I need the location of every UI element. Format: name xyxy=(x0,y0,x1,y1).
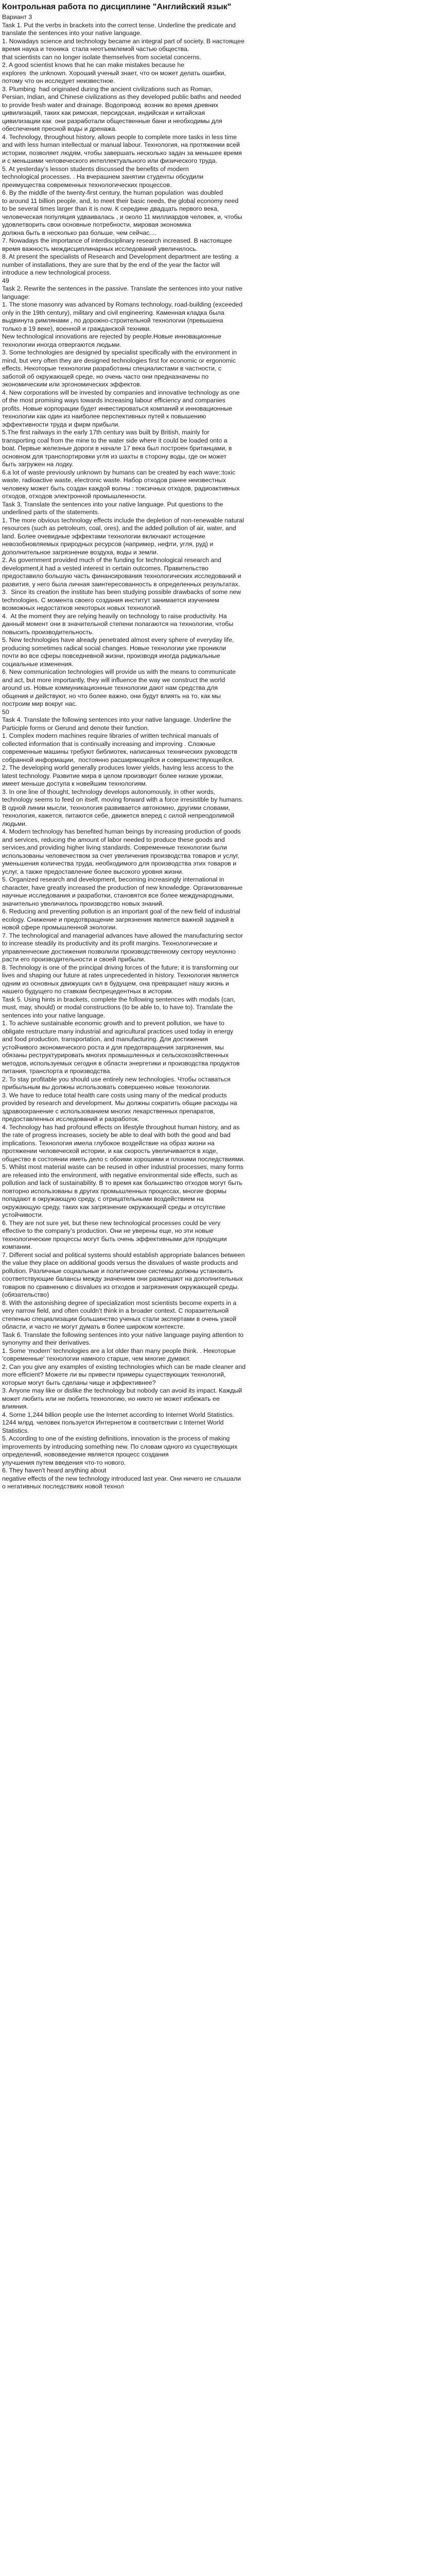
document-line: технологические процессы могут быть очень эффективными для продукции xyxy=(2,1235,227,1243)
document-line: 1. The stone masonry was advanced by Romans technology, road-building (exceeded xyxy=(2,301,243,308)
document-line: и с меньшими человеческого интеллектуального или физического труда. xyxy=(2,157,217,164)
document-line: о негативных последствиях новой технол xyxy=(2,1483,124,1490)
document-line: собранной информации, постоянно расширяющейся и совершенствующейся. xyxy=(2,756,234,764)
document-line: значительно увеличилось производство новых знаний. xyxy=(2,900,164,907)
document-line: technological processes. . На вчерашнем занятии студенты обсудили xyxy=(2,173,204,180)
document-line: преимущества современных технологических процессов. xyxy=(2,181,172,189)
document-line: области, и часто не могут думать в более широком контексте. xyxy=(2,1323,185,1330)
document-line: 5. New technologies have already penetrated almost every sphere of everyday life, xyxy=(2,636,234,643)
document-line: технологии как один из наиболее перспективных путей к повышению xyxy=(2,413,206,420)
document-line: to around 11 billion people, and, to meet their basic needs, the global economy need xyxy=(2,197,239,205)
document-line: протяжении человеческой истории, и как скорость увеличивается в ходе, xyxy=(2,1147,218,1155)
document-line: истории, позволяет людям, чтобы завершать несколько задач за меньшее время xyxy=(2,149,242,157)
document-line: влияния. xyxy=(2,1403,28,1410)
document-line: питания, транспорта и производства. xyxy=(2,1067,112,1075)
document-line: ecology. Снижение и предотвращение загрязнения является важной задачей в xyxy=(2,916,234,923)
document-line: sentences into your native language. xyxy=(2,1011,106,1019)
document-line: only in the 19th century), military and civil engineering. Каменная кладка была xyxy=(2,309,224,316)
document-line: mind, but very often they are designed technologies first for economic or ergonomic xyxy=(2,357,236,364)
document-line: number of installations, they are sure that by the end of the year the factor will xyxy=(2,261,220,268)
document-line: Persian, Indian, and Chinese civilizations as they developed public baths and needed xyxy=(2,93,241,100)
document-line: Statistics. xyxy=(2,1427,29,1434)
document-line: предоставленных исследований и разработок. xyxy=(2,1115,139,1123)
document-line: управленческие достижения позволили производственному сектору неуклонно xyxy=(2,947,236,955)
document-line: pollution and lack of sustainability. В то время как большинство отходов могут быть xyxy=(2,1179,242,1187)
document-line: Task 5. Using hints in brackets, complete the following sentences with modals (can, xyxy=(2,995,236,1003)
document-line: соответствующие балансы между значением они размещают на дополнительных xyxy=(2,1275,243,1282)
document-line: resources (such as petroleum, coal, ores), and the added pollution of air, water, and xyxy=(2,524,236,532)
document-line: and act, but more importantly, they will influence the way we construct the world xyxy=(2,676,225,684)
document-line: pollution. Различные социальные и политические системы должны установить xyxy=(2,1267,233,1275)
document-line: 8. At present the specialists of Research and Development department are testing a xyxy=(2,253,239,260)
document-line: 1. The more obvious technology effects include the depletion of non-renewable natural xyxy=(2,516,244,524)
document-line: underlined parts of the statements. xyxy=(2,509,100,516)
document-line: время важность междисциплинарных исследований увеличилось. xyxy=(2,245,198,252)
document-line: 3. Plumbing had originated during the ancient civilizations such as Roman, xyxy=(2,85,213,93)
document-line: 1. Nowadays science and technology became an integral part of society. В настоящее xyxy=(2,37,245,45)
document-line: развития, у него была личная заинтересованность в определенных результатах. xyxy=(2,580,240,588)
document-line: New technological innovations are rejected by people.Новые инновационные xyxy=(2,333,221,340)
document-line: obligate restructure many industrial and agricultural practices used today in energy xyxy=(2,1027,234,1035)
document-line: эффективности труда и фирм прибыли. xyxy=(2,420,120,428)
document-line: цивилизаций, таких как римская, персидская, индийская и китайская xyxy=(2,109,205,116)
document-line: profits. Новые корпорации будет инвестироваться компаний и инновационные xyxy=(2,404,232,412)
document-line: lives and shaping our future at rates unprecedented in history. Технология является xyxy=(2,972,239,979)
document-line: расти его производительности и своей прибыли. xyxy=(2,956,146,963)
document-line: данный момент они в значительной степени полагаются на технологии, чтобы xyxy=(2,620,234,628)
document-line: 6. Reducing and preventing pollution is an important goal of the new field of industrial xyxy=(2,908,240,915)
document-line: producing sometimes radical social changes. Новые технологии уже проникли xyxy=(2,644,226,652)
document-line: 1244 млрд. человек пользуется Интернетом в соответствии с Internet World xyxy=(2,1419,224,1426)
document-line: 4. Some 1,244 billion people use the Internet according to Internet World Statistics. xyxy=(2,1411,234,1418)
document-line: 6. They are not sure yet, but these new technological processes could be very xyxy=(2,1219,221,1227)
document-line: основном для транспортировки угля из шахты в сторону воды, где он может xyxy=(2,452,227,460)
document-line: to provide fresh water and drainage. Водопровод возник во время древних xyxy=(2,101,219,109)
document-line: 'современные' технологии намного старше, чем многие думают. xyxy=(2,1355,191,1362)
document-line: устойчивого экономического роста и для предотвращения загрязнения, мы xyxy=(2,1043,224,1051)
document-line: improvements by introducing something new. По словам одного из существующих xyxy=(2,1443,238,1450)
document-line: Task 1. Put the verbs in brackets into the correct tense. Underline the predicate and xyxy=(2,21,236,29)
document-line: построим мир вокруг нас. xyxy=(2,700,77,707)
document-line: that scientists can no longer isolate themselves from societal concerns. xyxy=(2,53,201,61)
document-line: 49 xyxy=(2,277,9,284)
document-line: дополнительное загрязнение воздуха, воды и земли. xyxy=(2,548,159,556)
document-title: Контрольная работа по дисциплине "Английский язык" xyxy=(2,3,232,11)
document-line: 4. At the moment they are relying heavily on technology to raise productivity. На xyxy=(2,612,227,620)
document-line: общения и действуют, но что более важно, они будут влиять на то, как мы xyxy=(2,692,221,700)
document-line: невозобновляемых природных ресурсов (например, нефти, угля, руд) и xyxy=(2,540,214,548)
document-line: and services, reducing the amount of labor needed to produce these goods and xyxy=(2,836,225,843)
document-line: to be several times larger than it is now. К середине двадцать первого века, xyxy=(2,205,219,212)
document-line: 4. Technology has had profound effects on lifestyle throughout human history, and as xyxy=(2,1123,240,1131)
document-line: Participle forms or Gerund and denote their function. xyxy=(2,724,149,732)
document-line: новой сфере промышленной экологии. xyxy=(2,924,117,931)
document-line: потому что он исследует неизвестное. xyxy=(2,77,115,84)
document-line: человеку может быть создан каждой волны : токсичных отходов, радиоактивных xyxy=(2,484,240,492)
document-line: компании. xyxy=(2,1243,32,1250)
document-line: 3. Some technologies are designed by specialist specifically with the environment in xyxy=(2,349,237,356)
document-line: только в 19 веке), военной и гражданской техники. xyxy=(2,325,151,332)
document-line: 6. They haven't heard anything about xyxy=(2,1467,107,1474)
document-line: обязаны реструктурировать многих промышленных и сельскохозяйственных xyxy=(2,1052,229,1059)
document-line: must, may, should) or modal constructions (to be able to, to have to). Translate the xyxy=(2,1004,233,1011)
document-line: имеет меньше доступа к новейшим технологиям. xyxy=(2,780,147,787)
document-line: 7. Nowadays the importance of interdisciplinary research increased. В настоящее xyxy=(2,237,232,244)
document-line: 5. According to one of the existing definitions, innovation is the process of making xyxy=(2,1435,230,1442)
document-line: товаров по сравнению с disvalues из отходов и загрязнения окружающей среды. xyxy=(2,1283,239,1291)
document-line: современные машины требуют библиотек, написанных технических руководств xyxy=(2,748,237,755)
document-line: степенью специализации большинство ученых стали экспертами в очень узкой xyxy=(2,1315,237,1323)
document-line: общество в состоянии иметь дело с обоими хорошими и плохими последствиями. xyxy=(2,1155,245,1163)
document-line: services,and providing higher living standards. Современные технологии были xyxy=(2,844,227,851)
document-line: 2. A good scientist knows that he can make mistakes because he xyxy=(2,61,185,69)
document-line: Task 2. Rewrite the sentences in the passive. Translate the sentences into your native xyxy=(2,285,242,292)
document-line: 2. Can you give any examples of existing technologies which can be made cleaner and xyxy=(2,1363,246,1370)
document-line: are released into the environment, with negative environmental side effects, such as xyxy=(2,1171,238,1179)
document-line: more efficient? Можете ли вы привести примеры существующих технологий, xyxy=(2,1371,226,1378)
document-line: использованы человечеством за счет увеличения производства товаров и услуг, xyxy=(2,852,239,859)
document-line: окружающую среду, таких как загрязнение окружающей среды и отсутствие xyxy=(2,1203,225,1211)
document-line: boat. Первые железные дороги в начале 17 века был построен британцами, в xyxy=(2,445,232,452)
document-line: технология, кажется, питаются себе, движется вперед с силой непреодолимой xyxy=(2,812,235,819)
document-line: уменьшения количества труда, необходимого для производства этих товаров и xyxy=(2,860,237,867)
document-line: very narrow field, and often couldn’t think in a broader context. С поразительной xyxy=(2,1307,229,1314)
document-line: transporting coal from the mine to the water side where it could be loaded onto a xyxy=(2,436,228,444)
document-line: выдвинута римлянами , по дорожно-строительной технологии (превышена xyxy=(2,317,223,324)
document-line: 1. Some ‘modern’ technologies are a lot older than many people think. . Некоторые xyxy=(2,1347,236,1354)
document-line: технологии иногда отвергаются людьми. xyxy=(2,341,121,348)
document-line: 5. Organized research and development, becoming increasingly international in xyxy=(2,876,224,883)
document-line: 8. With the astonishing degree of specialization most scientists become experts in a xyxy=(2,1299,237,1307)
document-line: negative effects of the new technology introduced last year. Они ничего не слышали xyxy=(2,1475,241,1482)
document-line: 4. Technology, throughout history, allows people to complete more tasks in less time xyxy=(2,133,237,141)
document-line: 4. New corporations will be invested by companies and innovative technology as one xyxy=(2,388,240,396)
document-line: to increase steadily its productivity and its profit margins. Технологические и xyxy=(2,940,218,947)
document-line: предоставило большую часть финансирования технологических исследований и xyxy=(2,572,241,580)
document-line: 3. Anyone may like or dislike the technology but nobody can avoid its impact. Каждый xyxy=(2,1387,242,1394)
document-line: and with less human intellectual or manual labour. Технология, на протяжении всей xyxy=(2,141,240,148)
document-line: может любить или не любить технологию, но никто не может избежать ее xyxy=(2,1395,220,1402)
document-line: Вариант 3 xyxy=(2,13,32,21)
document-line: 2. As government provided much of the funding for technological research and xyxy=(2,556,221,564)
document-line: Task 3. Translate the sentences into your native language. Put questions to the xyxy=(2,500,223,508)
document-line: одним из основных движущих сил в будущем, она превращает нашу жизнь и xyxy=(2,979,229,987)
document-line: character, have greatly increased the production of new knowledge. Организованные xyxy=(2,884,243,891)
document-line: определений, нововведение является процесс создания xyxy=(2,1451,169,1458)
document-line: 6.a lot of waste previously unknown by humans can be created by each wave::toxic xyxy=(2,468,236,476)
document-line: повторно использованы в других промышленных процессах, многие формы xyxy=(2,1187,226,1195)
document-line: effective to the company’s production. Они не уверены еще, но эти новые xyxy=(2,1227,214,1234)
document-line: методов, используемых сегодня в области энергетики и производства продуктов xyxy=(2,1059,240,1067)
document-line: 5. At yesterday’s lesson students discussed the benefits of modern xyxy=(2,165,189,173)
document-line: 3. In one line of thought, technology develops autonomously, in other words, xyxy=(2,788,216,795)
document-line: land. Более очевидные эффектами технологии включают истощение xyxy=(2,532,205,540)
document-line: 50 xyxy=(2,708,9,716)
document-line: возможных недостатков некоторых новых технологий. xyxy=(2,604,162,612)
document-line: effects. Некоторые технологии разработаны специалистами в частности, с xyxy=(2,365,222,372)
document-line: которые могут быть сделаны чище и эффективнее? xyxy=(2,1379,156,1386)
document-line: language: xyxy=(2,293,30,300)
document-line: быть загружен на лодку. xyxy=(2,461,74,468)
document-line: the rate of progress increases, society be able to deal with both the good and bad xyxy=(2,1131,231,1139)
document-line: услуг, а также предоставление более высокого уровня жизни. xyxy=(2,868,184,875)
document-line: удовлетворить свои основные потребности, мировая экономика xyxy=(2,221,191,228)
document-line: 3. We have to reduce total health care costs using many of the medical products xyxy=(2,1091,227,1099)
document-line: социальные изменения. xyxy=(2,660,74,668)
document-line: synonymy and their derivatives. xyxy=(2,1339,91,1346)
document-line: В одной линии мысли, технология развивается автономно, другими словами, xyxy=(2,804,231,811)
document-line: научные исследования и разработки, становятся все более международными, xyxy=(2,892,234,899)
document-line: 1. To achieve sustainable economic growth and to prevent pollution, we have to xyxy=(2,1020,224,1027)
document-line: нашего будущего по ставкам беспрецедентных в истории. xyxy=(2,988,173,995)
document-line: waste, radioactive waste, electronic waste. Набор отходов ранее неизвестных xyxy=(2,477,226,484)
document-line: Task 6. Translate the following sentences into your native language paying attention to xyxy=(2,1331,243,1338)
document-line: повысить производительность. xyxy=(2,628,94,636)
document-line: 4. Modern technology has benefited human beings by increasing production of goods xyxy=(2,828,241,835)
document-line: время наука и техника стала неотъемлемой частью общества. xyxy=(2,45,189,53)
document-line: должна быть в несколько раз больше, чем сейчас.... xyxy=(2,229,157,236)
document-line: отходов, отходов электронной промышленности. xyxy=(2,493,147,500)
document-line: цивилизации как они разработали общественные бани и необходимы для xyxy=(2,117,222,125)
document-line: provided by research and development. Мы должны сократить общие расходы на xyxy=(2,1099,237,1107)
document-line: explores the unknown. Хороший ученый знает, что он может делать ошибки, xyxy=(2,69,226,77)
document-line: прибыльным вы должны использовать совершенно новые технологии. xyxy=(2,1083,211,1091)
document-line: 5.The first railways in the early 17th century was built by British, mainly for xyxy=(2,429,210,436)
document-line: technologies. С момента своего создания институт занимается изучением xyxy=(2,596,219,604)
document-line: latest technology. Развитие мира в целом производит более низкие урожаи, xyxy=(2,772,223,779)
document-line: introduce a new technological process. xyxy=(2,269,111,276)
document-line: around us. Новые коммуникационные технологии дают нам средства для xyxy=(2,684,218,691)
document-line: Task 4. Translate the following sentences into your native language. Underline the xyxy=(2,716,232,723)
document-line: 7. The technological and managerial advances have allowed the manufacturing sector xyxy=(2,931,243,939)
document-line: 8. Technology is one of the principal driving forces of the future; it is transforming our xyxy=(2,963,239,971)
document-line: 6. By the middle of the twenty-first century, the human population was doubled xyxy=(2,189,223,196)
document-line: collected information that is continually increasing and improving . Сложные xyxy=(2,740,216,748)
document-line: implications. Технология имела глубокое воздействие на образ жизни на xyxy=(2,1139,215,1147)
document-line: (обязательство) xyxy=(2,1291,49,1298)
document-line: development,it had a vested interest in certain outcomes. Правительство xyxy=(2,564,208,572)
document-line: translate the sentences into your native language. xyxy=(2,29,142,37)
document-line: 1. Complex modern machines require libraries of written technical manuals of xyxy=(2,732,219,739)
document-line: улучшения путем введения что-то нового. xyxy=(2,1459,126,1466)
document-line: 7. Different social and political systems should establish appropriate balances between xyxy=(2,1251,245,1259)
document-line: человеческая популяция удваивалась , и около 11 миллиардов человек, и, чтобы xyxy=(2,213,242,221)
document-line: заботой об окружающей среде, но очень часто они предназначены по xyxy=(2,372,209,380)
document-line: technology seems to feed on itself, moving forward with a force irresistible by humans. xyxy=(2,796,243,803)
document-body xyxy=(2,13,429,1491)
document-line: and food production, transportation, and manufacturing. Для достижения xyxy=(2,1036,208,1043)
document-line: 5. Whilst most material waste can be reused in other industrial processes, many forms xyxy=(2,1163,243,1171)
document-line: 3. Since its creation the institute has been studying possible drawbacks of some new xyxy=(2,588,241,596)
document-line: экономическим или эргономических эффектов. xyxy=(2,381,142,388)
document-line: попадают в окружающую среду, с отрицательными воздействием на xyxy=(2,1195,204,1202)
document-line: 2. The developing world generally produces lower yields, having less access to the xyxy=(2,764,234,771)
document-line: 6. New communication technologies will provide us with the means to communicate xyxy=(2,668,236,675)
document-line: почти во все сферы повседневной жизни, производя иногда радикальные xyxy=(2,652,220,659)
document-line: 2. To stay profitable you should use entirely new technologies. Чтобы оставаться xyxy=(2,1075,231,1083)
document-line: устойчивости. xyxy=(2,1211,43,1218)
document-line: здравоохранение с использованием многих лекарственных препаратов, xyxy=(2,1107,215,1115)
document-line: the value they place on additional goods versus the disvalues of waste products and xyxy=(2,1259,238,1266)
document-line: обеспечения пресной воды и дренажа. xyxy=(2,125,117,132)
document-line: людьми. xyxy=(2,820,27,827)
document-line: of the most promising ways towards increasing labour efficiency and companies xyxy=(2,397,225,404)
